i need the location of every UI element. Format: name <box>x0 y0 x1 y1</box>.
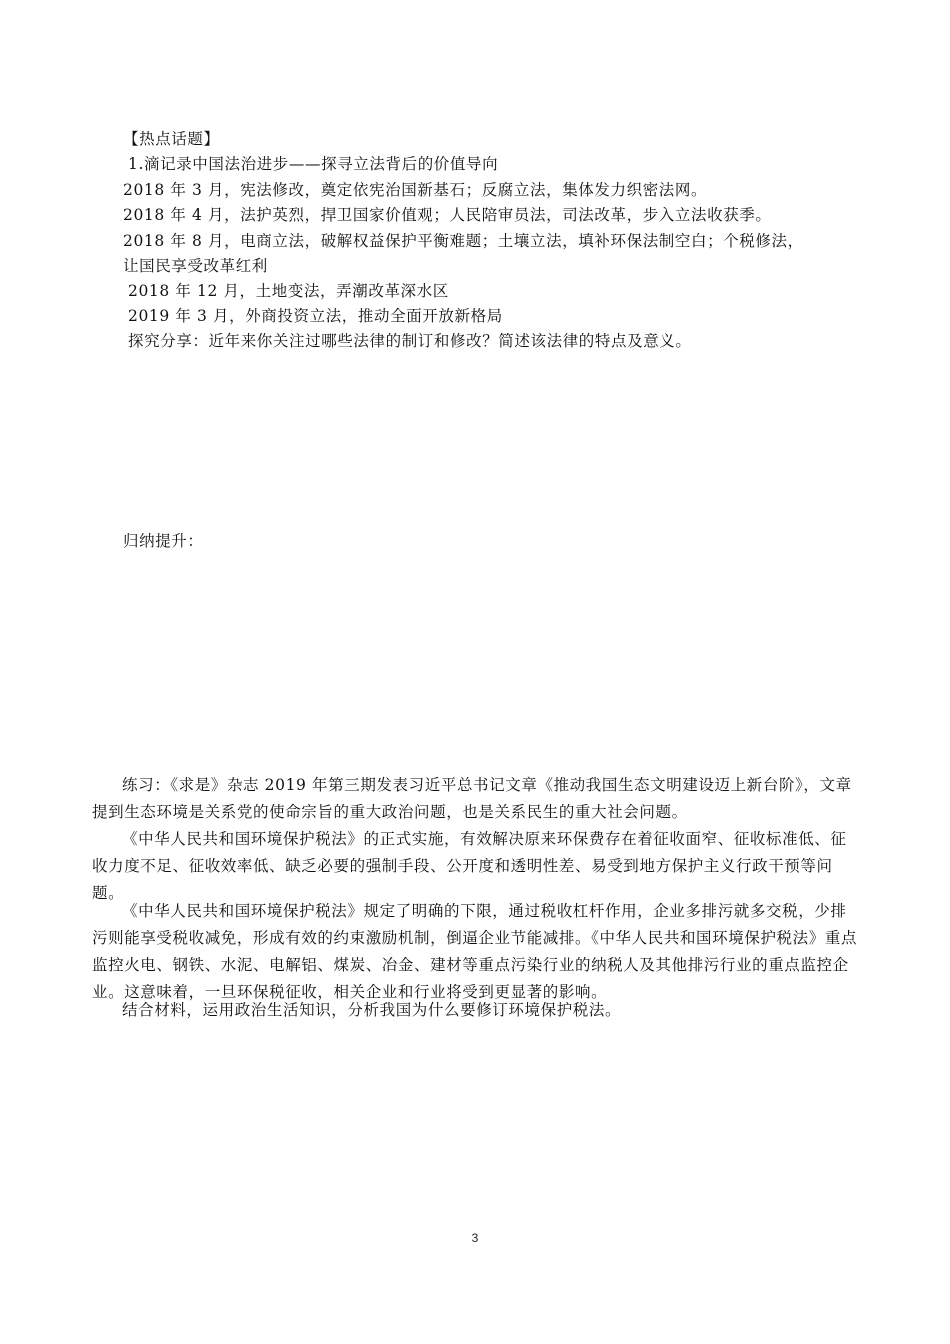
timeline-line: 2019 年 3 月，外商投资立法，推动全面开放新格局 <box>128 307 503 325</box>
summary-label: 归纳提升： <box>123 532 204 550</box>
timeline-line: 2018 年 8 月，电商立法，破解权益保护平衡难题；土壤立法，填补环保法制空白；个税修法， <box>123 232 804 250</box>
timeline-line: 让国民享受改革红利 <box>123 257 268 275</box>
page-number: 3 <box>471 1231 479 1245</box>
timeline-line: 2018 年 4 月，法护英烈，捍卫国家价值观；人民陪审员法，司法改革，步入立法收获季。 <box>123 206 772 224</box>
inquiry-prompt: 探究分享：近年来你关注过哪些法律的制订和修改？简述该法律的特点及意义。 <box>128 332 692 350</box>
exercise-paragraph: 《中华人民共和国环境保护税法》规定了明确的下限，通过税收杠杆作用，企业多排污就多交税，少排污则能享受税收减免，形成有效的约束激励机制，倒逼企业节能减排。《中华人民共和国环境保护税法》重点监控火电、钢铁、水泥、电解铝、煤炭、冶金、建材等重点污染行业的纳税人及其他排污行业的重点监控企业。这意味着，一旦环保税征收，相关企业和行业将受到更显著的影响。 <box>92 902 858 1001</box>
hot-topic-heading: 【热点话题】 <box>123 130 220 148</box>
exercise-paragraph: 《中华人民共和国环境保护税法》的正式实施，有效解决原来环保费存在着征收面窄、征收标准低、征收力度不足、征收效率低、缺乏必要的强制手段、公开度和透明性差、易受到地方保护主义行政干预等问题。 <box>92 830 847 902</box>
hot-topic-item-title: 1.滴记录中国法治进步——探寻立法背后的价值导向 <box>128 155 499 173</box>
exercise-question: 结合材料，运用政治生活知识，分析我国为什么要修订环境保护税法。 <box>122 1001 622 1019</box>
timeline-line: 2018 年 12 月，土地变法，弄潮改革深水区 <box>128 282 449 300</box>
exercise-paragraph: 练习：《求是》杂志 2019 年第三期发表习近平总书记文章《推动我国生态文明建设迈上新台阶》，文章提到生态环境是关系党的使命宗旨的重大政治问题，也是关系民生的重大社会问题。 <box>92 776 852 821</box>
timeline-line: 2018 年 3 月，宪法修改，奠定依宪治国新基石；反腐立法，集体发力织密法网。 <box>123 181 708 199</box>
